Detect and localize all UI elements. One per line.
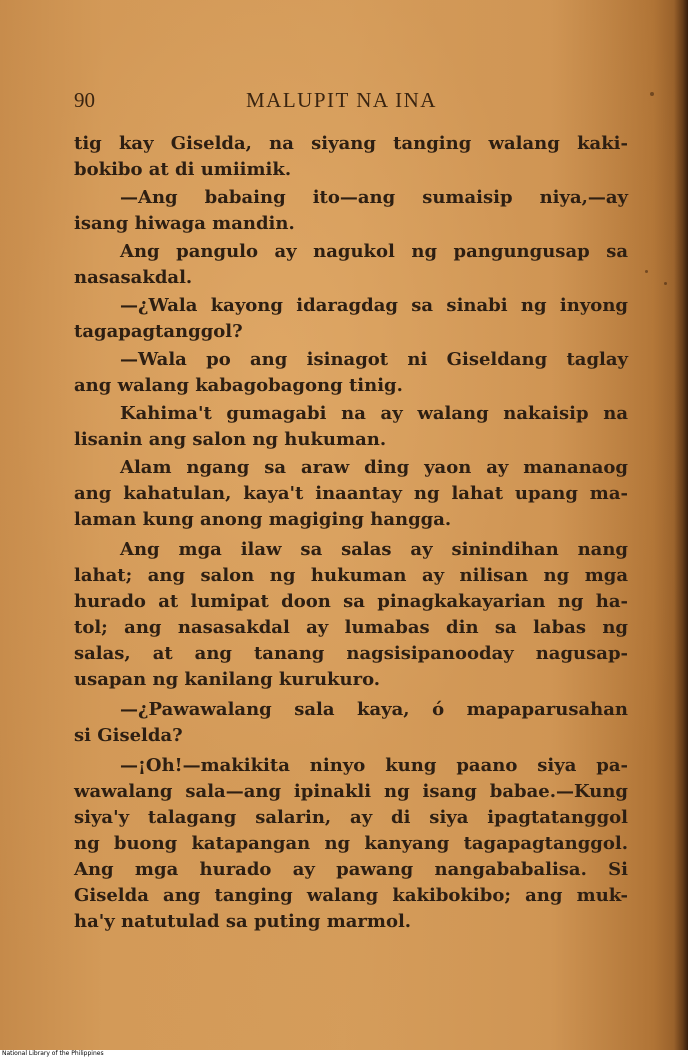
text-line: ang walang kabagobagong tinig. — [74, 375, 403, 396]
running-head — [74, 88, 634, 114]
text-line: tig kay Giselda, na siyang tanging walang kaki- — [74, 133, 628, 154]
text-line: isang hiwaga mandin. — [74, 213, 295, 234]
text-line: bokibo at di umiimik. — [74, 159, 292, 180]
text-line: —¿Pawawalang sala kaya, ó mapaparusahan — [120, 699, 628, 720]
text-line: lahat; ang salon ng hukuman ay nilisan ng mga — [74, 565, 628, 586]
text-line: ng buong katapangan ng kanyang tagapagtanggol. — [74, 833, 628, 854]
text-line: usapan ng kanilang kurukuro. — [74, 669, 381, 690]
text-line: Kahima't gumagabi na ay walang nakaisip na — [120, 403, 628, 424]
paper-speck — [664, 282, 667, 285]
text-line: tagapagtanggol? — [74, 321, 243, 342]
page-edge-shadow — [674, 0, 688, 1050]
text-line: Ang mga hurado ay pawang nangababalisa. Si — [74, 859, 628, 880]
text-line: —¡Oh!—makikita ninyo kung paano siya pa- — [120, 755, 628, 776]
text-line: nasasakdal. — [74, 267, 193, 288]
text-line: salas, at ang tanang nagsisipanooday nagusap- — [74, 643, 628, 664]
text-line: tol; ang nasasakdal ay lumabas din sa labas ng — [74, 617, 628, 638]
text-line: Alam ngang sa araw ding yaon ay mananaog — [120, 457, 628, 478]
text-line: Giselda ang tanging walang kakibokibo; ang muk- — [74, 885, 628, 906]
paper-speck — [650, 92, 654, 96]
library-credit: National Library of the Philippines — [0, 1050, 688, 1058]
text-line: Ang mga ilaw sa salas ay sinindihan nang — [120, 539, 628, 560]
text-line: —Ang babaing ito—ang sumaisip niya,—ay — [120, 187, 628, 208]
text-line: ang kahatulan, kaya't inaantay ng lahat upang ma- — [74, 483, 628, 504]
text-line: si Giselda? — [74, 725, 183, 746]
text-line: laman kung anong magiging hangga. — [74, 509, 452, 530]
text-line: ha'y natutulad sa puting marmol. — [74, 911, 412, 932]
text-line: hurado at lumipat doon sa pinagkakayarian ng ha- — [74, 591, 628, 612]
page-number: 90 — [74, 88, 95, 112]
text-line: wawalang sala—ang ipinakli ng isang babae.—Kung — [74, 781, 628, 802]
text-line: Ang pangulo ay nagukol ng pangungusap sa — [120, 241, 628, 262]
text-line: lisanin ang salon ng hukuman. — [74, 429, 387, 450]
text-line: —Wala po ang isinagot ni Giseldang taglay — [120, 349, 628, 370]
paper-speck — [645, 270, 648, 273]
running-title: MALUPIT NA INA — [246, 88, 437, 112]
text-line: —¿Wala kayong idaragdag sa sinabi ng inyong — [120, 295, 628, 316]
text-line: siya'y talagang salarin, ay di siya ipagtatanggol — [74, 807, 628, 828]
